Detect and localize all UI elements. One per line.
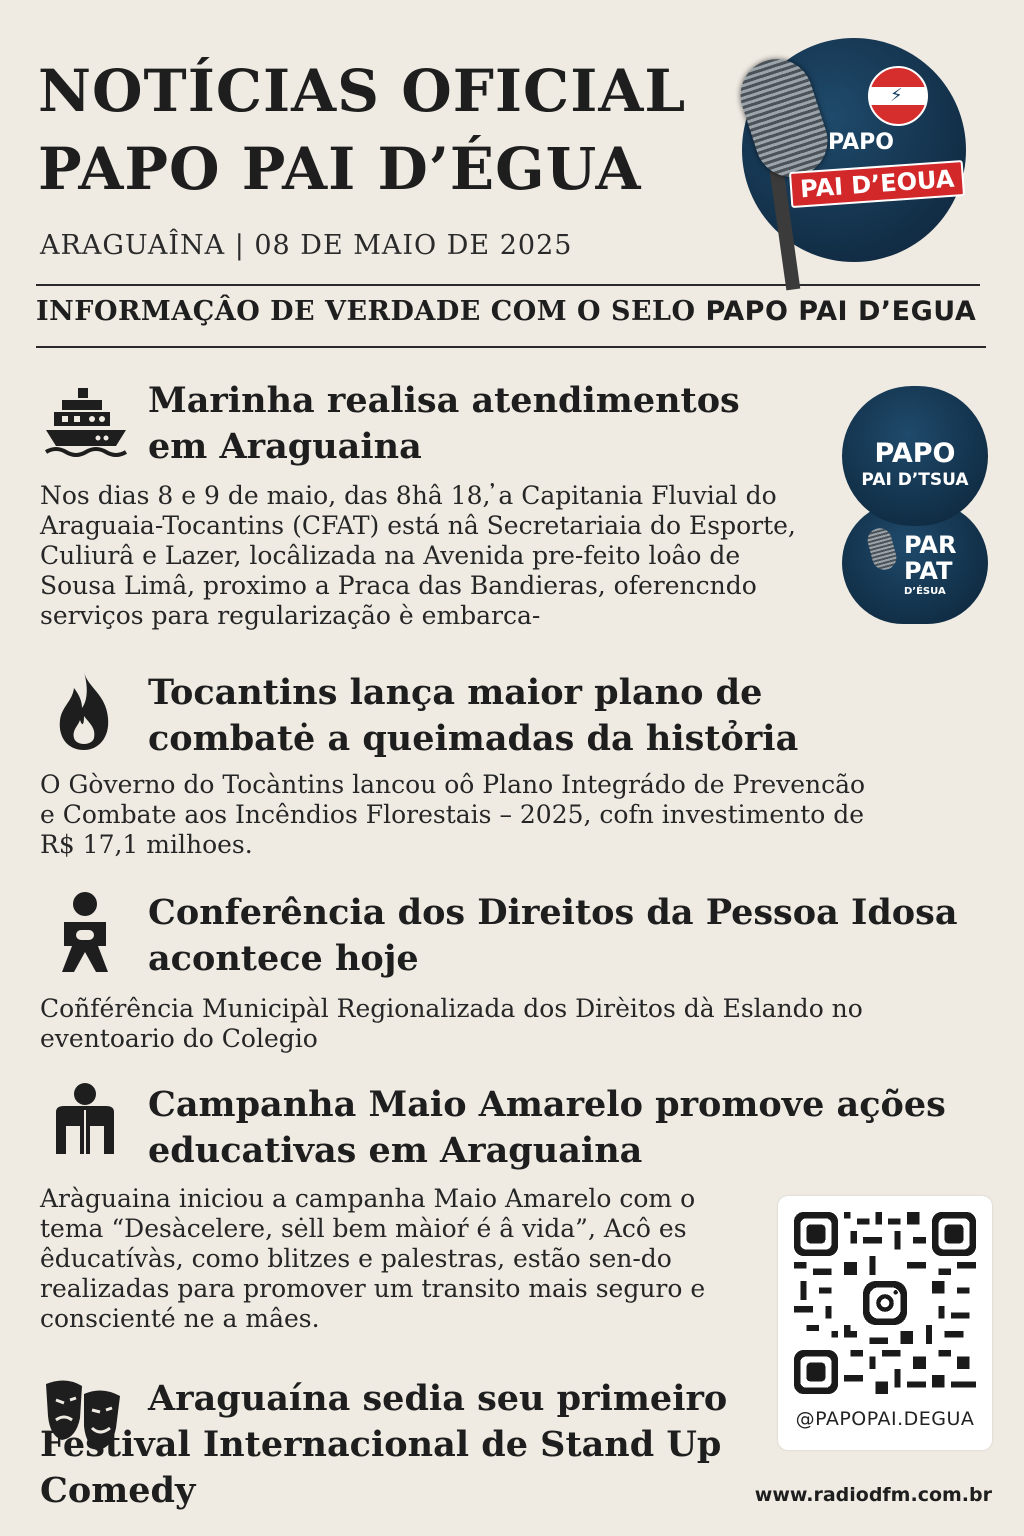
instagram-qr-card[interactable] (778, 1196, 992, 1450)
tagline-brand: PAPO PAI D’EGUA (705, 296, 977, 327)
qr-code[interactable] (794, 1212, 976, 1394)
article-3-body: Coñférência Municipàl Regionalizada dos Dirèitos dà Eslando no eventoario do Colegio (40, 994, 863, 1053)
tagline-prefix: INFORMAÇÂO DE VERDADE COM O SELO (36, 296, 696, 327)
elderly-person-icon (42, 890, 128, 976)
article-3-headline: Conferência dos Direitos da Pessoa Idosa acontece hoje (148, 892, 958, 979)
article-2-headline: Tocantins lança maior plano de combatė a queimadas da histỏria (148, 672, 799, 759)
article-2-body: O Gòverno do Tocàntins lancou oô Plano Integrádo de Prevencão e Combate aos Incêndios Florestais – 2025, cofn investimento de R$ 17,1 milhoes. (40, 770, 866, 859)
article-5-headline: Araguaína sedia seu primeiro Festival Internacional de Stand Up Comedy (40, 1378, 728, 1511)
website-link[interactable]: www.radiodfm.com.br (754, 1484, 992, 1506)
article-1-body: Nos dias 8 e 9 de maio, das 8hâ 18, ̓a Capitania Fluvial do Araguaia-Tocantins (CFAT) está nâ Secretariaia do Esporte, Culiurâ e Lazer, locâlizada na Avenida pre-feito loâo de Sousa Limâ, proximo a Praca das Bandieras, oferencndo serviços para regularização è embarca- (40, 481, 796, 630)
badge-primary-line1: PAPO (874, 438, 956, 469)
logo-papo-text: PAPO (828, 130, 894, 155)
page-title (38, 52, 758, 208)
para-flag-icon: ⚡ (868, 66, 928, 126)
page-title-line2: PAPO PAI D’ÉGUA (38, 135, 642, 203)
papo-pai-degua-logo (742, 38, 966, 262)
page-title-line1: NOTÍCIAS OFICIAL (38, 57, 687, 125)
badge-primary (842, 386, 988, 526)
article-4-body: Aràguaina iniciou a campanha Maio Amarelo com o tema “Desàcelere, sėll bem màioŕ é â vida”, Acô es êducatívàs, como blitzes e palestras, estão sen-do realizadas para promover um transito mais seguro e conscienté ne a mâes. (40, 1184, 706, 1333)
people-icon (42, 1080, 128, 1166)
fire-icon (42, 668, 128, 754)
ship-icon (42, 382, 128, 468)
instagram-handle[interactable]: @PAPOPAI.DEGUA (795, 1408, 975, 1430)
article-4-headline: Campanha Maio Amarelo promove ações educativas em Araguaina (148, 1084, 946, 1171)
tagline (36, 296, 976, 327)
article-1-headline: Marinha realisa atendimentos em Araguaina (148, 380, 740, 467)
microphone-icon (865, 526, 899, 573)
logo-pai-text: PAI D’EOUA (789, 160, 965, 208)
header-divider-bottom (36, 346, 986, 348)
badge-secondary-line2: D’ÉSUA (904, 586, 946, 597)
dateline: ARAGUAÎNA | 08 DE MAIO DE 2025 (40, 230, 573, 261)
badge-primary-line2: PAI D’TSUA (861, 470, 969, 490)
badge-secondary-line1: PAR PAT (904, 531, 957, 585)
header-divider-top (36, 284, 980, 286)
